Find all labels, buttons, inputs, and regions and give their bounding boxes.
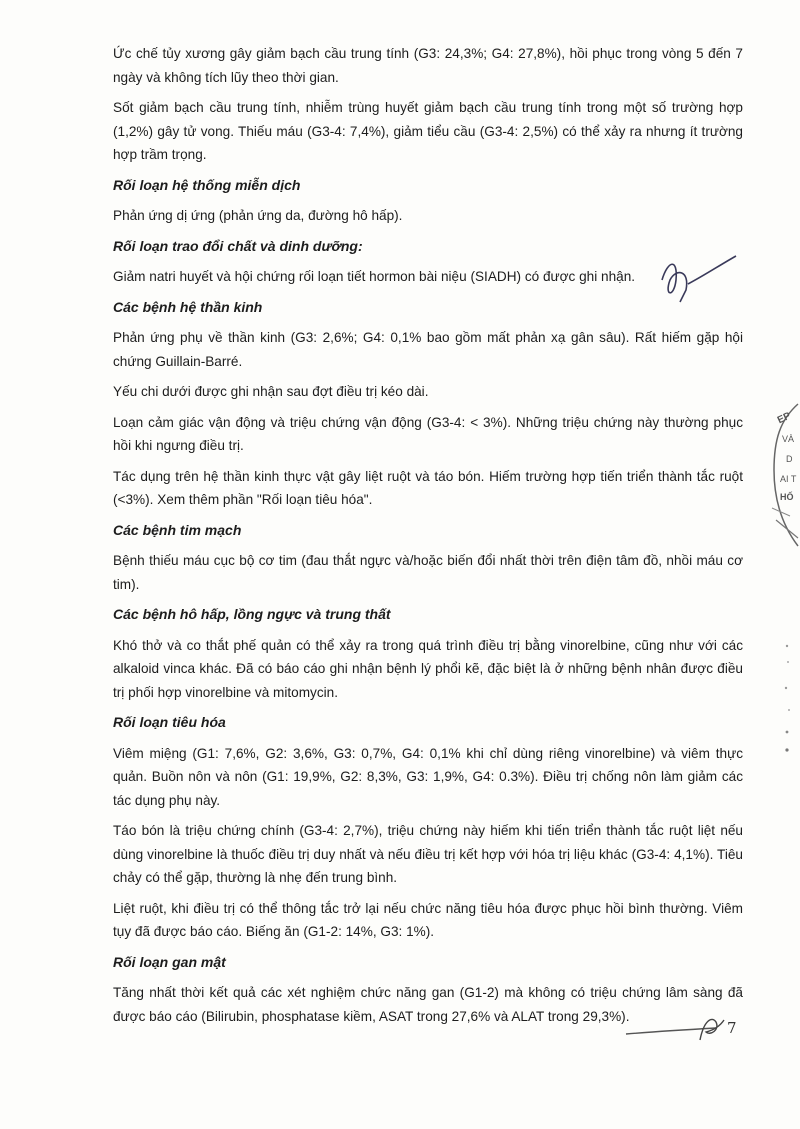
paragraph-neuro-effects: Phản ứng phụ về thần kinh (G3: 2,6%; G4: 0,1% bao gồm mất phản xạ gân sâu). Rất hiếm gặp hội chứng Guillain-Barré.	[113, 330, 743, 369]
paragraph-constipation: Táo bón là triệu chứng chính (G3-4: 2,7%), triệu chứng này hiếm khi tiến triển thành tắc ruột liệt nếu dùng vinorelbine là thuốc điều trị duy nhất và nếu điều trị kết hợp với hóa trị liệu khác (G3-4: 4,1%). Tiêu chảy có thể gặp, thường là nhẹ đến trung bình.	[113, 823, 743, 885]
heading-nervous-system: Các bệnh hệ thần kinh	[113, 298, 263, 315]
heading-metabolism: Rối loạn trao đổi chất và dinh dưỡng:	[113, 237, 363, 254]
document-body	[113, 42, 743, 1035]
stamp-text-3: D	[786, 454, 793, 464]
paragraph-ileus: Liệt ruột, khi điều trị có thể thông tắc trở lại nếu chức năng tiêu hóa được phục hồi bình thường. Viêm tụy đã được báo cáo. Biếng ăn (G1-2: 14%, G3: 1%).	[113, 900, 743, 939]
paragraph-bone-marrow: Ức chế tủy xương gây giảm bạch cầu trung tính (G3: 24,3%; G4: 27,8%), hồi phục trong vòng 5 đến 7 ngày và không tích lũy theo thời gian.	[113, 46, 743, 85]
stamp-text-4: AI T	[780, 474, 797, 484]
page-number: 7	[727, 1019, 737, 1037]
heading-immune-disorders: Rối loạn hệ thống miễn dịch	[113, 176, 301, 193]
stamp-text-5: HỐ	[780, 492, 794, 502]
margin-marks	[778, 640, 796, 760]
stamp-text-1: EP	[775, 410, 793, 427]
heading-gastrointestinal: Rối loạn tiêu hóa	[113, 714, 226, 730]
heading-cardiac: Các bệnh tim mạch	[113, 521, 242, 538]
paragraph-dyspnea: Khó thở và co thắt phế quản có thể xảy ra trong quá trình điều trị bằng vinorelbine, cũng như với các alkaloid vinca khác. Đã có báo cáo ghi nhận bệnh lý phổi kẽ, đặc biệt là ở những bệnh nhân được điều trị phối hợp vinorelbine và mitomycin.	[113, 637, 743, 700]
signature-mark	[650, 250, 740, 310]
paragraph-allergy: Phản ứng dị ứng (phản ứng da, đường hô hấp).	[113, 208, 403, 223]
paragraph-autonomic: Tác dụng trên hệ thần kinh thực vật gây liệt ruột và táo bón. Hiếm trường hợp tiến triển thành tắc ruột (<3%). Xem thêm phần "Rối loạn tiêu hóa".	[113, 468, 743, 507]
paragraph-paresthesia: Loạn cảm giác vận động và triệu chứng vận động (G3-4: < 3%). Những triệu chứng này thường phục hồi khi ngưng điều trị.	[113, 414, 743, 453]
paragraph-siadh: Giảm natri huyết và hội chứng rối loạn tiết hormon bài niệu (SIADH) có được ghi nhận.	[113, 269, 636, 284]
initials-mark	[620, 1010, 760, 1050]
stamp-fragment	[768, 400, 800, 550]
stamp-text-2: VÀ	[782, 434, 795, 444]
heading-hepatobiliary: Rối loạn gan mật	[113, 953, 226, 970]
paragraph-stomatitis: Viêm miệng (G1: 7,6%, G2: 3,6%, G3: 0,7%, G4: 0,1% khi chỉ dùng riêng vinorelbine) và viêm thực quản. Buồn nôn và nôn (G1: 19,9%, G2: 8,3%, G3: 1,9%, G4: 0.3%). Điều trị chống nôn làm giảm các tác dụng phụ này.	[113, 745, 743, 808]
paragraph-liver-tests: Tăng nhất thời kết quả các xét nghiệm chức năng gan (G1-2) mà không có triệu chứng lâm sàng đã được báo cáo (Bilirubin, phosphatase kiềm, ASAT trong 27,6% và ALAT trong 29,3%).	[113, 985, 743, 1024]
paragraph-limb-weakness: Yếu chi dưới được ghi nhận sau đợt điều trị kéo dài.	[113, 384, 429, 399]
paragraph-febrile-neutropenia: Sốt giảm bạch cầu trung tính, nhiễm trùng huyết giảm bạch cầu trung tính trong một số trường hợp (1,2%) gây tử vong. Thiếu máu (G3-4: 7,4%), giảm tiểu cầu (G3-4: 2,5%) có thể xảy ra nhưng ít trường hợp trầm trọng.	[113, 100, 743, 162]
paragraph-ischemia: Bệnh thiếu máu cục bộ cơ tim (đau thắt ngực và/hoặc biến đổi nhất thời trên điện tâm đồ, nhồi máu cơ tim).	[113, 553, 743, 592]
heading-respiratory: Các bệnh hô hấp, lồng ngực và trung thất	[113, 606, 391, 622]
